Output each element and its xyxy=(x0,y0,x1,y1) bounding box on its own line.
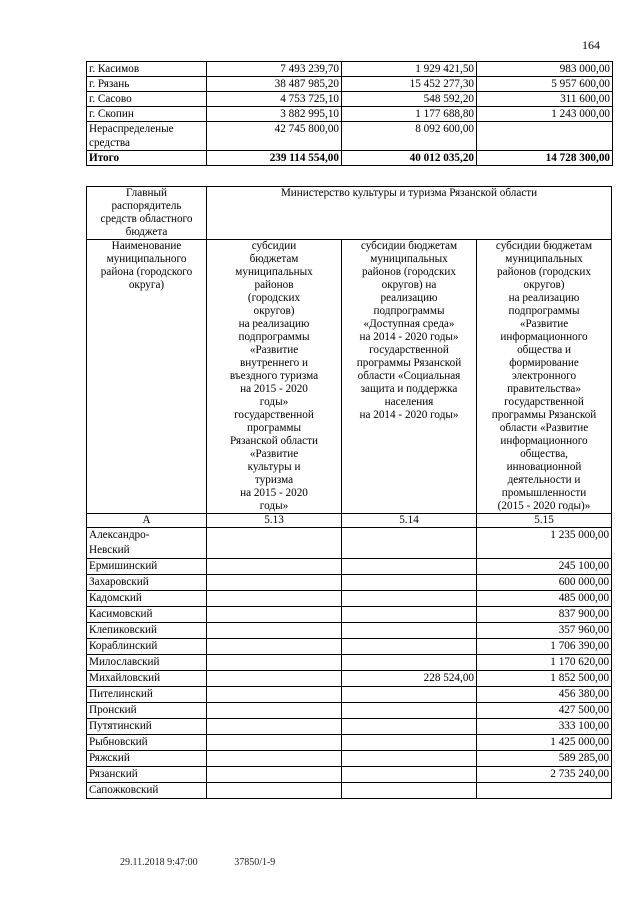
header-col-5-13: субсидии бюджетам муниципальных районов (городских округов) на реализацию подпрограммы «Развитие внутреннего и въездного туризма на 2015 - 2020 годы» государственной программы Рязанской области «Развитие культуры и туризма на 2015 - 2020 годы» xyxy=(207,240,342,514)
header-main-distributor: Главный распорядитель средств областного бюджета xyxy=(87,187,207,240)
district-name: Ряжский xyxy=(87,751,207,767)
subsidy-5-15-value: 1 170 620,00 xyxy=(477,655,612,671)
district-row xyxy=(87,783,612,799)
subsidy-5-15-value: 2 735 240,00 xyxy=(477,767,612,783)
subsidy-5-14-value xyxy=(342,655,477,671)
footer xyxy=(120,857,309,868)
summary-value-3: 983 000,00 xyxy=(477,62,613,77)
subsidy-5-13-value xyxy=(207,783,342,799)
district-row xyxy=(87,751,612,767)
subsidy-5-15-value: 357 960,00 xyxy=(477,623,612,639)
subsidy-5-13-value xyxy=(207,639,342,655)
subsidy-5-14-value xyxy=(342,767,477,783)
summary-city-name: г. Рязань xyxy=(87,77,207,92)
subsidy-5-13-value xyxy=(207,703,342,719)
subsidy-5-15-value xyxy=(477,783,612,799)
subsidy-5-13-value xyxy=(207,655,342,671)
subsidy-5-13-value xyxy=(207,687,342,703)
district-name: Путятинский xyxy=(87,719,207,735)
subsidy-5-15-value: 427 500,00 xyxy=(477,703,612,719)
index-5-15: 5.15 xyxy=(477,514,612,528)
summary-row xyxy=(87,92,613,107)
district-name: Михайловский xyxy=(87,671,207,687)
summary-value-2: 1 177 688,80 xyxy=(342,107,477,122)
subsidy-5-15-value: 1 706 390,00 xyxy=(477,639,612,655)
index-5-14: 5.14 xyxy=(342,514,477,528)
district-name: Александро- Невский xyxy=(87,528,207,559)
summary-row xyxy=(87,107,613,122)
district-row xyxy=(87,528,612,559)
subsidy-5-14-value xyxy=(342,735,477,751)
header-ministry: Министерство культуры и туризма Рязанской области xyxy=(207,187,612,240)
subsidy-5-14-value xyxy=(342,703,477,719)
district-name: Ермишинский xyxy=(87,559,207,575)
summary-value-2: 15 452 277,30 xyxy=(342,77,477,92)
subsidy-5-15-value: 1 425 000,00 xyxy=(477,735,612,751)
district-row xyxy=(87,735,612,751)
district-name: Клепиковский xyxy=(87,623,207,639)
district-row xyxy=(87,591,612,607)
district-name: Захаровский xyxy=(87,575,207,591)
district-name: Сапожковский xyxy=(87,783,207,799)
header-row-2 xyxy=(87,240,612,514)
summary-city-name: г. Касимов xyxy=(87,62,207,77)
subsidy-5-14-value xyxy=(342,751,477,767)
header-col-5-14: субсидии бюджетам муниципальных районов (городских округов) на реализацию подпрограммы «Доступная среда» на 2014 - 2020 годы» государственной программы Рязанской области «Социальная защита и поддержка населения на 2014 - 2020 годы» xyxy=(342,240,477,514)
district-row xyxy=(87,623,612,639)
summary-value-2: 548 592,20 xyxy=(342,92,477,107)
summary-value-3: 1 243 000,00 xyxy=(477,107,613,122)
subsidy-5-14-value xyxy=(342,783,477,799)
district-name: Рязанский xyxy=(87,767,207,783)
summary-value-1: 3 882 995,10 xyxy=(207,107,342,122)
summary-value-1: 38 487 985,20 xyxy=(207,77,342,92)
total-value-3: 14 728 300,00 xyxy=(477,151,613,166)
footer-timestamp: 29.11.2018 9:47:00 xyxy=(120,857,198,868)
subsidy-5-13-value xyxy=(207,591,342,607)
subsidy-5-14-value xyxy=(342,639,477,655)
district-name: Кадомский xyxy=(87,591,207,607)
subsidy-5-14-value xyxy=(342,575,477,591)
summary-value-1: 7 493 239,70 xyxy=(207,62,342,77)
subsidy-5-15-value: 589 285,00 xyxy=(477,751,612,767)
subsidy-5-15-value: 600 000,00 xyxy=(477,575,612,591)
header-col-5-15: субсидии бюджетам муниципальных районов (городских округов) на реализацию подпрограммы «Развитие информационного общества и формирование электронного правительства» государственной программы Рязанской области «Развитие информационного общества, инновационной деятельности и промышленности (2015 - 2020 годы)» xyxy=(477,240,612,514)
district-row xyxy=(87,767,612,783)
subsidy-5-14-value xyxy=(342,528,477,559)
header-row-1 xyxy=(87,187,612,240)
subsidy-5-14-value xyxy=(342,591,477,607)
summary-value-3 xyxy=(477,122,613,151)
subsidy-5-15-value: 837 900,00 xyxy=(477,607,612,623)
subsidy-5-14-value: 228 524,00 xyxy=(342,671,477,687)
summary-row xyxy=(87,62,613,77)
total-value-1: 239 114 554,00 xyxy=(207,151,342,166)
summary-total-row xyxy=(87,151,613,166)
subsidy-5-13-value xyxy=(207,767,342,783)
summary-value-3: 5 957 600,00 xyxy=(477,77,613,92)
subsidy-5-15-value: 1 852 500,00 xyxy=(477,671,612,687)
subsidy-5-13-value xyxy=(207,575,342,591)
district-name: Касимовский xyxy=(87,607,207,623)
summary-value-2: 8 092 600,00 xyxy=(342,122,477,151)
summary-value-1: 42 745 800,00 xyxy=(207,122,342,151)
subsidy-5-13-value xyxy=(207,671,342,687)
district-name: Пителинский xyxy=(87,687,207,703)
summary-row xyxy=(87,77,613,92)
subsidy-5-15-value: 456 380,00 xyxy=(477,687,612,703)
district-name: Милославский xyxy=(87,655,207,671)
summary-value-2: 1 929 421,50 xyxy=(342,62,477,77)
subsidy-5-15-value: 333 100,00 xyxy=(477,719,612,735)
subsidy-5-13-value xyxy=(207,559,342,575)
subsidy-5-15-value: 485 000,00 xyxy=(477,591,612,607)
subsidy-5-13-value xyxy=(207,528,342,559)
summary-row xyxy=(87,122,613,151)
district-row xyxy=(87,607,612,623)
subsidy-5-14-value xyxy=(342,687,477,703)
district-row xyxy=(87,719,612,735)
total-value-2: 40 012 035,20 xyxy=(342,151,477,166)
district-row xyxy=(87,671,612,687)
district-row xyxy=(87,703,612,719)
total-label: Итого xyxy=(87,151,207,166)
subsidy-5-15-value: 245 100,00 xyxy=(477,559,612,575)
subsidy-5-14-value xyxy=(342,719,477,735)
index-a: А xyxy=(87,514,207,528)
summary-city-name: г. Скопин xyxy=(87,107,207,122)
subsidy-5-13-value xyxy=(207,751,342,767)
summary-city-name: г. Сасово xyxy=(87,92,207,107)
index-row xyxy=(87,514,612,528)
district-row xyxy=(87,687,612,703)
summary-table xyxy=(86,61,613,166)
district-name: Кораблинский xyxy=(87,639,207,655)
header-district-name: Наименование муниципального района (городского округа) xyxy=(87,240,207,514)
footer-doc-code: 37850/1-9 xyxy=(234,857,276,868)
district-row xyxy=(87,559,612,575)
subsidy-5-14-value xyxy=(342,607,477,623)
subsidy-5-14-value xyxy=(342,623,477,639)
subsidy-5-14-value xyxy=(342,559,477,575)
summary-city-name: Нераспределеные средства xyxy=(87,122,207,151)
subsidy-5-13-value xyxy=(207,735,342,751)
district-row xyxy=(87,639,612,655)
summary-value-1: 4 753 725,10 xyxy=(207,92,342,107)
district-name: Пронский xyxy=(87,703,207,719)
district-row xyxy=(87,655,612,671)
index-5-13: 5.13 xyxy=(207,514,342,528)
summary-value-3: 311 600,00 xyxy=(477,92,613,107)
subsidy-5-13-value xyxy=(207,607,342,623)
subsidy-table xyxy=(86,186,612,799)
subsidy-5-15-value: 1 235 000,00 xyxy=(477,528,612,559)
page-number: 164 xyxy=(582,38,600,52)
district-name: Рыбновский xyxy=(87,735,207,751)
subsidy-5-13-value xyxy=(207,719,342,735)
district-row xyxy=(87,575,612,591)
subsidy-5-13-value xyxy=(207,623,342,639)
